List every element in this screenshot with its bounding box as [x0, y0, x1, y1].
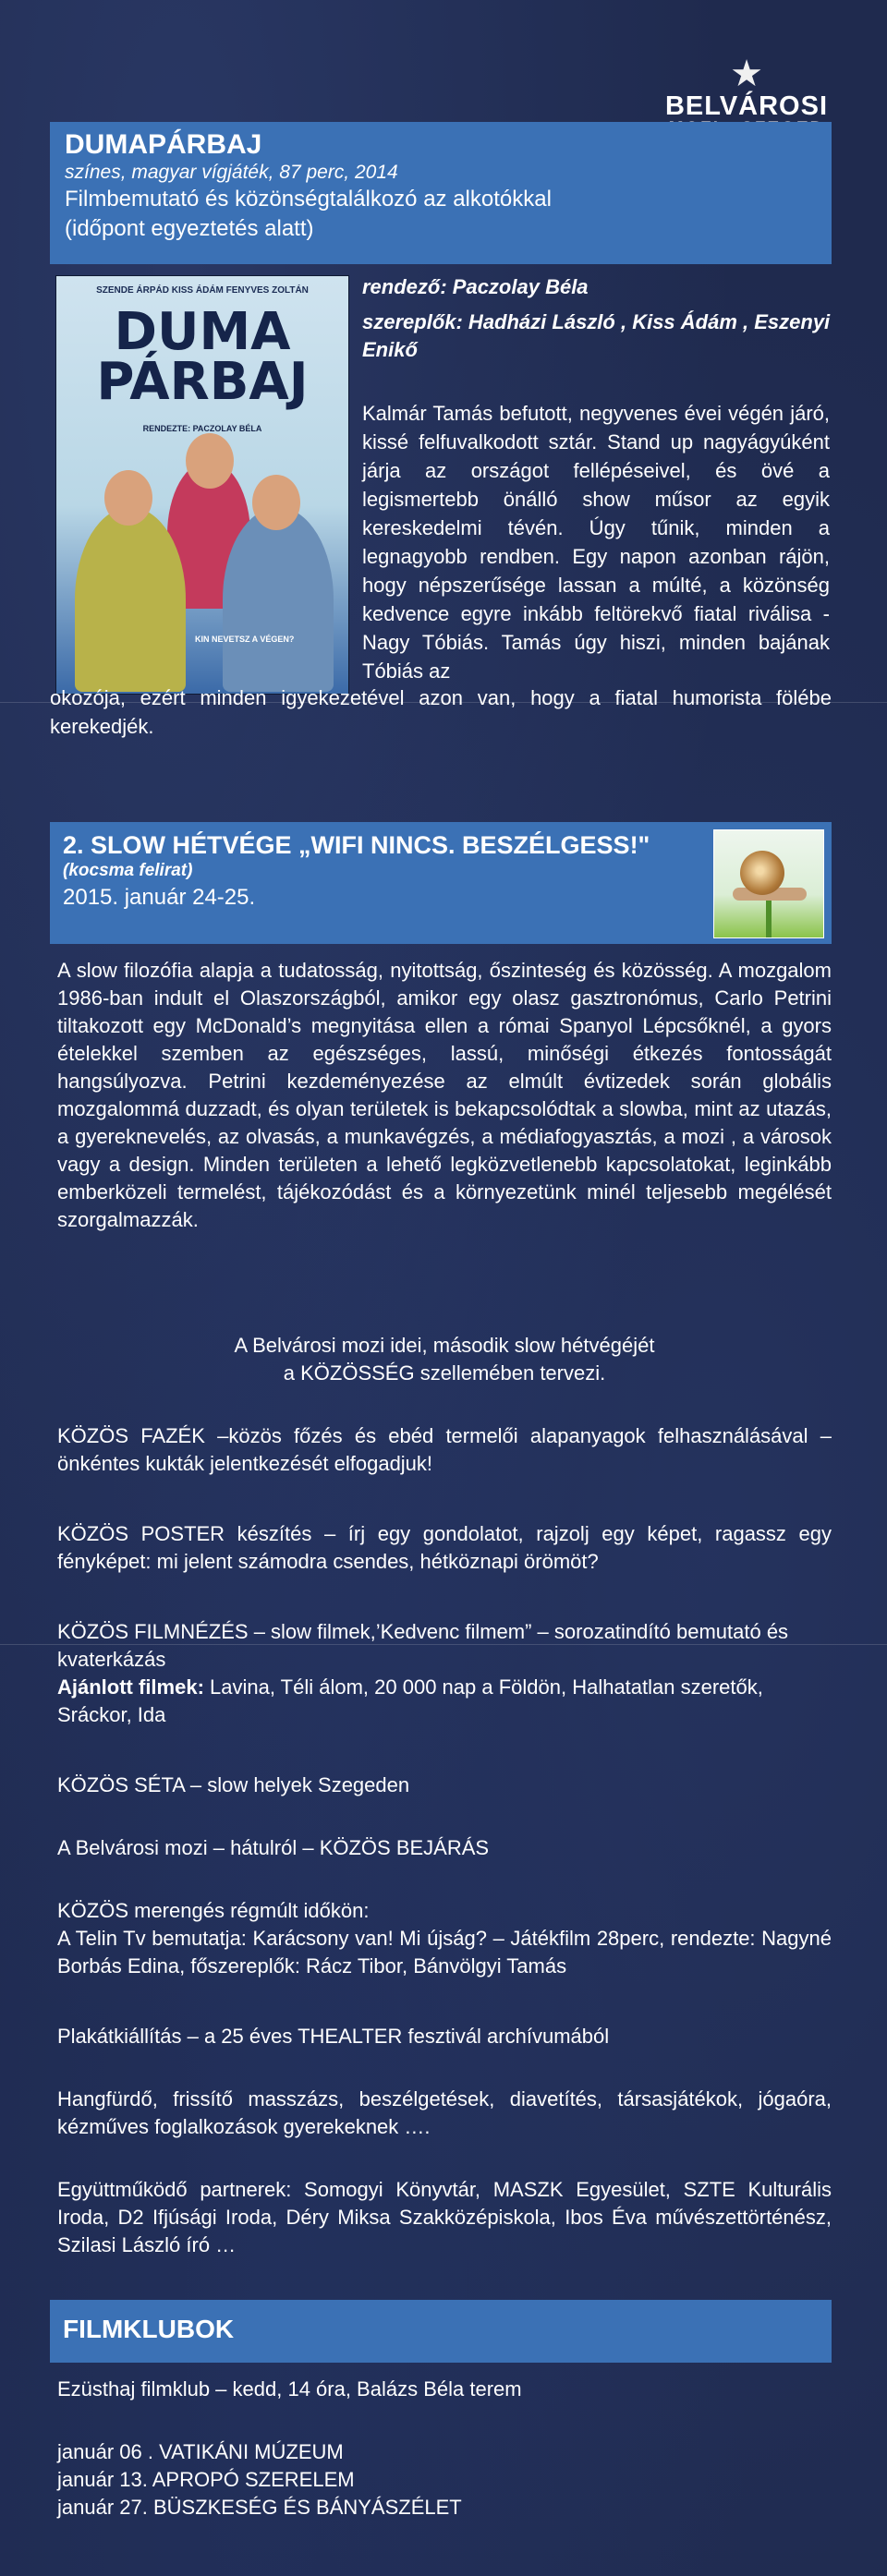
- kozos-poster-paragraph: KÖZÖS POSTER készítés – írj egy gondolatot, rajzolj egy képet, ragassz egy fényképet: mi jelent számodra csendes, hétköznapi örömöt?: [57, 1522, 832, 1573]
- event-info: Filmbemutató és közönségtalálkozó az alkotókkal: [65, 187, 552, 212]
- kozos-bejaras-line: A Belvárosi mozi – hátulról – KÖZÖS BEJÁRÁS: [57, 1836, 490, 1859]
- star-icon: ★: [730, 54, 763, 94]
- snail-image: [713, 829, 824, 938]
- synopsis-text: Kalmár Tamás befutott, negyvenes évei végén járó, kissé felfuvalkodott sztár. Stand up nagyágyúként járja az országot fellépéseivel, és övé a legismertebb önálló show műsor az egyik kereskedelmi tévén. Úgy tűnik, minden a legnagyobb rendben. Egy napon azonban rájön, hogy népszerűsége lassan a múlté, a közönség kedvence egyre inkább feltörekvő fiatal riválisa - Nagy Tóbiás. Tamás úgy hiszi, minden bajának Tóbiás az: [362, 402, 830, 683]
- section-title: 2. SLOW HÉTVÉGE „WIFI NINCS. BESZÉLGESS!": [63, 831, 650, 859]
- poster-tagline: KIN NEVETSZ A VÉGEN?: [195, 635, 295, 644]
- screening-row: január 06 . VATIKÁNI MÚZEUM: [57, 2440, 344, 2463]
- synopsis-text-continued: okozója, ezért minden igyekezetével azon van, hogy a fiatal humorista fölébe kerekedjék.: [50, 686, 832, 738]
- logo-name: BELVÁROSI: [664, 91, 829, 121]
- film-poster: [55, 275, 349, 695]
- hangfurdo-paragraph: Hangfürdő, frissítő masszázs, beszélgetések, diavetítés, társasjátékok, jógaóra, kézműves foglalkozások gyerekeknek ….: [57, 2087, 832, 2138]
- poster-face: [186, 433, 234, 489]
- poster-figure: [75, 507, 186, 692]
- poster-figure: [223, 507, 334, 692]
- cast-line: szereplők: Hadházi László , Kiss Ádám , Eszenyi Enikő: [362, 310, 831, 361]
- section-title: DUMAPÁRBAJ: [65, 129, 262, 160]
- screening-row: január 27. BÜSZKESÉG ÉS BÁNYÁSZÉLET: [57, 2496, 462, 2519]
- poster-face: [104, 470, 152, 526]
- film-credits: [362, 273, 843, 371]
- club-info: Ezüsthaj filmklub – kedd, 14 óra, Balázs Béla terem: [57, 2377, 522, 2401]
- dumaparbaj-header: [50, 122, 832, 264]
- director-line: rendező: Paczolay Béla: [362, 275, 589, 298]
- poster-cast-line: SZENDE ÁRPÁD KISS ÁDÁM FENYVES ZOLTÁN: [96, 285, 309, 296]
- event-date: 2015. január 24-25.: [63, 885, 256, 910]
- event-date-note: (időpont egyeztetés alatt): [65, 216, 314, 241]
- plakat-line: Plakátkiállítás – a 25 éves THEALTER fesztivál archívumából: [57, 2025, 610, 2048]
- kozos-seta-line: KÖZÖS SÉTA – slow helyek Szegeden: [57, 1773, 410, 1796]
- slow-center-line: a KÖZÖSSÉG szellemében tervezi.: [283, 1361, 606, 1385]
- film-info: színes, magyar vígjáték, 87 perc, 2014: [65, 162, 398, 183]
- plant-stem: [766, 901, 772, 937]
- recommended-films: [57, 1674, 832, 1729]
- slow-center-line: A Belvárosi mozi idei, második slow hétvégéjét: [234, 1334, 655, 1357]
- recommended-films-list: Lavina, Téli álom, 20 000 nap a Földön, Halhatatlan szeretők, Sráckor, Ida: [57, 1675, 763, 1726]
- snail-shell: [740, 851, 784, 895]
- slow-intro-paragraph: A slow filozófia alapja a tudatosság, nyitottság, őszinteség és közösség. A mozgalom 1986-ban indult el Olaszországból, amikor egy olasz gasztronómus, Carlo Petrini tiltakozott egy McDonald’s megnyitása ellen a római Spanyol Lépcsőknél, a gyors ételekkel szemben az egészséges, lassú, minőségi étkezés fontosságát hangsúlyozva. Petrini kezdeményezése az elmúlt évtizedek során globális mozgalommá duzzadt, és olyan területek is bekapcsolódtak a slowba, mint az utazás, a gyereknevelés, az olvasás, a munkavégzés, a médiafogyasztás, a mozi , a városok vagy a design. Minden területen a lehető legközvetlenebb kapcsolatokat, leginkább emberközeli termelést, tájékozódást és a környezetünk minél teljesebb megélését szorgalmazzák.: [57, 959, 832, 1231]
- partners-paragraph: Együttműködő partnerek: Somogyi Könyvtár, MASZK Egyesület, SZTE Kulturális Iroda, D2 Ifjúsági Iroda, Déry Miksa Szakközépiskola, Ibos Éva művészettörténész, Szilasi László író …: [57, 2178, 832, 2256]
- screening-row: január 13. APROPÓ SZERELEM: [57, 2468, 355, 2491]
- telin-tv-paragraph: A Telin Tv bemutatja: Karácsony van! Mi újság? – Játékfilm 28perc, rendezte: Nagyné Borbás Edina, főszereplők: Rácz Tibor, Bánvölgyi Tamás: [57, 1927, 832, 1977]
- kozos-merenges-line: KÖZÖS merengés régmúlt időkön:: [57, 1899, 370, 1922]
- slow-weekend-header: [50, 822, 832, 944]
- kozos-filmnezes-paragraph: KÖZÖS FILMNÉZÉS – slow filmek,’Kedvenc filmem” – sorozatindító bemutató és kvaterkázás: [57, 1620, 789, 1671]
- recommended-films-label: Ajánlott filmek:: [57, 1675, 204, 1699]
- section-subtitle: (kocsma felirat): [63, 861, 193, 880]
- section-title: FILMKLUBOK: [63, 2315, 235, 2343]
- poster-title: DUMA PÁRBAJ: [96, 302, 309, 412]
- poster-face: [252, 475, 300, 530]
- kozos-fazek-paragraph: KÖZÖS FAZÉK –közös főzés és ebéd termelői alapanyagok felhasználásával – önkéntes kukták jelentkezését elfogadjuk!: [57, 1424, 832, 1475]
- poster-director: RENDEZTE: PACZOLAY BÉLA: [142, 424, 262, 433]
- filmklubok-header: [50, 2300, 832, 2363]
